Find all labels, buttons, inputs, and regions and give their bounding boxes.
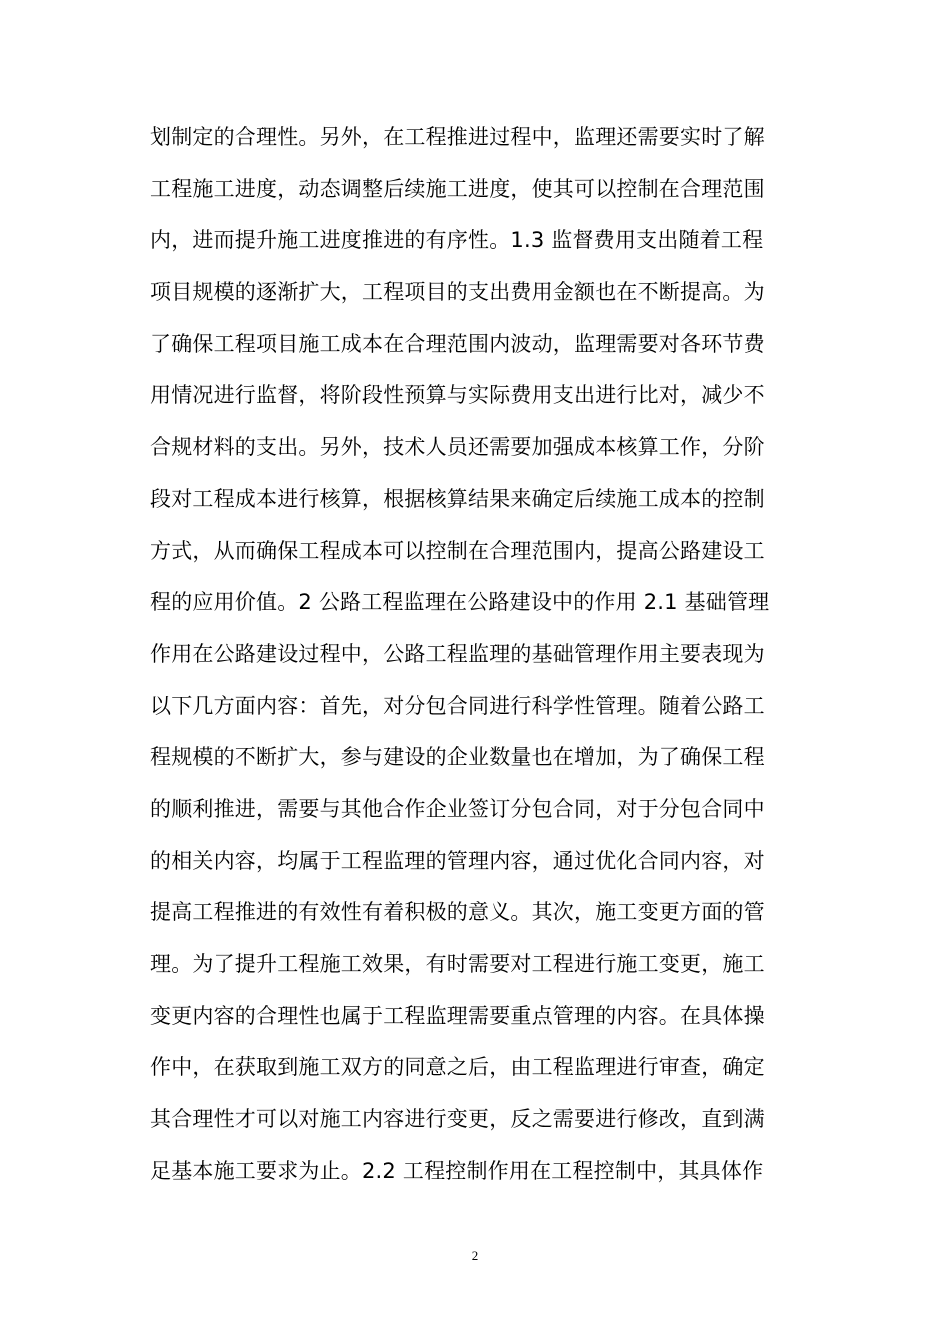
text-line: 用情况进行监督，将阶段性预算与实际费用支出进行比对，减少不 [150,383,765,408]
text-line: 方式，从而确保工程成本可以控制在合理范围内，提高公路建设工 [150,538,765,563]
text-line: 内，进而提升施工进度推进的有序性。1.3 监督费用支出随着工程 [150,228,764,253]
text-line: 程规模的不断扩大，参与建设的企业数量也在增加，为了确保工程 [150,745,765,770]
text-line: 的相关内容，均属于工程监理的管理内容，通过优化合同内容，对 [150,848,765,873]
text-line: 项目规模的逐渐扩大，工程项目的支出费用金额也在不断提高。为 [150,280,765,305]
text-line: 以下几方面内容：首先，对分包合同进行科学性管理。随着公路工 [150,693,765,718]
text-line: 足基本施工要求为止。2.2 工程控制作用在工程控制中，其具体作 [150,1158,764,1183]
text-line: 了确保工程项目施工成本在合理范围内波动，监理需要对各环节费 [150,331,765,356]
text-line: 段对工程成本进行核算，根据核算结果来确定后续施工成本的控制 [150,486,765,511]
text-line: 合规材料的支出。另外，技术人员还需要加强成本核算工作，分阶 [150,435,765,460]
text-line: 的顺利推进，需要与其他合作企业签订分包合同，对于分包合同中 [150,796,765,821]
text-line: 工程施工进度，动态调整后续施工进度，使其可以控制在合理范围 [150,176,765,201]
text-line: 作用在公路建设过程中，公路工程监理的基础管理作用主要表现为 [150,641,765,666]
text-line: 变更内容的合理性也属于工程监理需要重点管理的内容。在具体操 [150,1003,765,1028]
text-line: 提高工程推进的有效性有着积极的意义。其次，施工变更方面的管 [150,900,765,925]
text-line: 其合理性才可以对施工内容进行变更，反之需要进行修改，直到满 [150,1107,765,1132]
page-number: 2 [471,1248,479,1263]
text-line: 划制定的合理性。另外，在工程推进过程中，监理还需要实时了解 [150,125,765,149]
text-line: 理。为了提升工程施工效果，有时需要对工程进行施工变更，施工 [150,952,765,976]
text-line: 作中，在获取到施工双方的同意之后，由工程监理进行审查，确定 [150,1055,765,1080]
text-line: 程的应用价值。2 公路工程监理在公路建设中的作用 2.1 基础管理 [150,590,770,615]
body-text [150,118,810,1203]
